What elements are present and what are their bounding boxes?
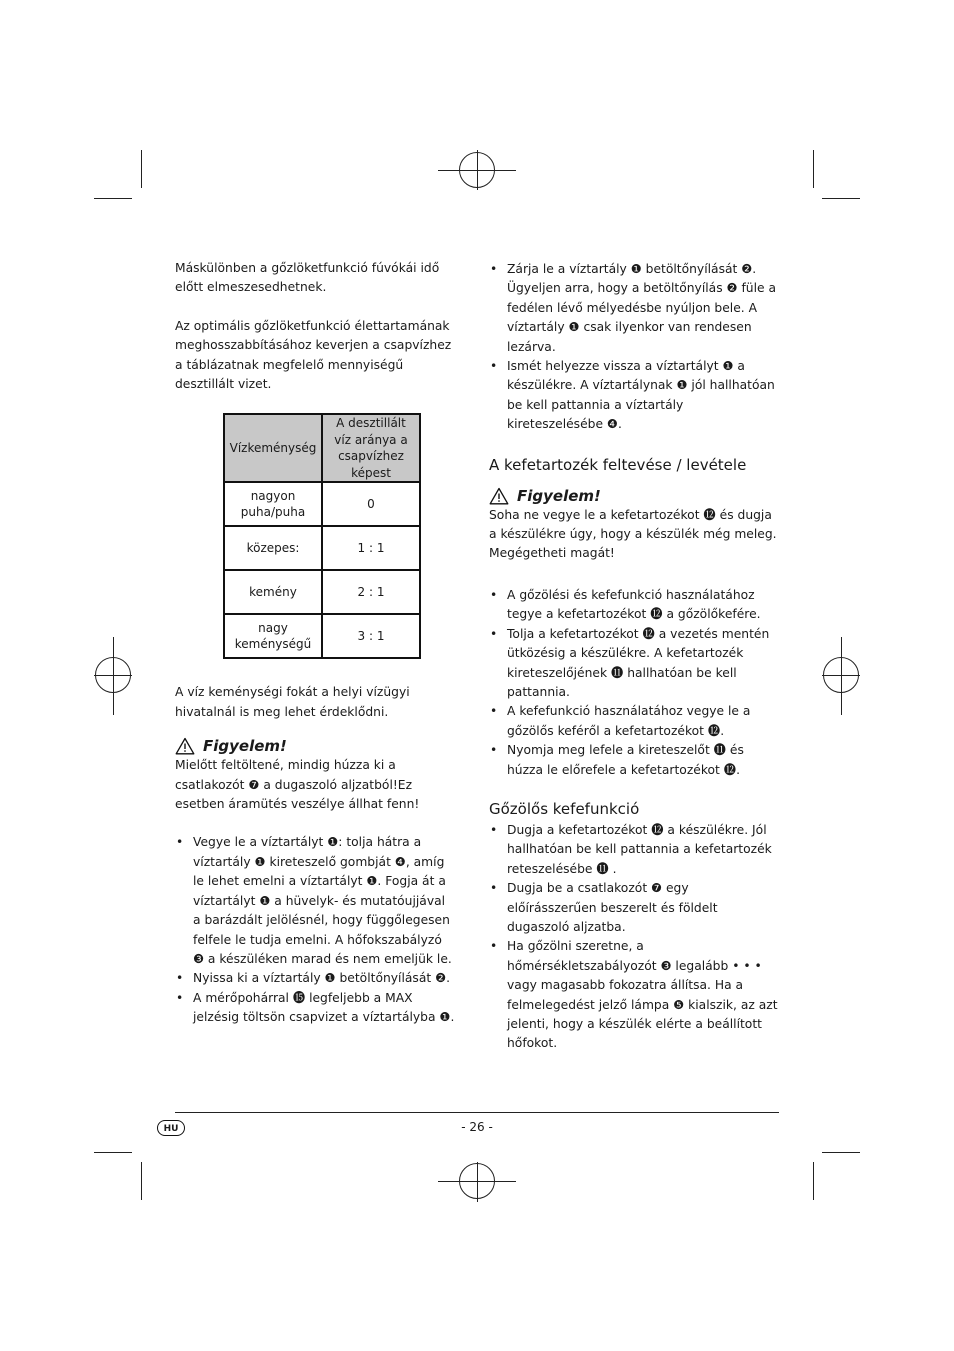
- list-item: • A mérőpohárral ⓯ legfeljebb a MAX jelzésig töltsön csapvizet a víztartályba ❶.: [175, 989, 455, 1028]
- table-cell-hardness: nagyon puha/puha: [224, 482, 322, 526]
- distilled-water-paragraph: Az optimális gőzlöketfunkció élettartamának meghosszabbításához keverjen a csapvízhez a táblázatnak megfelelő mennyiségű desztillált vizet.: [175, 318, 452, 392]
- warning-title: Figyelem!: [203, 737, 287, 756]
- close-tank-list: [489, 260, 781, 435]
- list-item: • Ismét helyezze vissza a víztartályt ❶ a készülékre. A víztartálynak ❶ jól hallhatóan be kell pattannia a víztartály kireteszelésébe ❹.: [489, 357, 781, 435]
- list-item: • A kefefunkció használatához vegye le a gőzölős keféről a kefetartozékot ⓬.: [489, 702, 781, 741]
- table-cell-ratio: 3 : 1: [322, 614, 420, 658]
- warning-heading: [489, 486, 781, 506]
- hardness-info-paragraph: A víz keménységi fokát a helyi vízügyi hivatalnál is meg lehet érdeklődni.: [175, 685, 410, 719]
- table-row: [224, 482, 420, 526]
- table-row: [224, 526, 420, 570]
- warning-text: Mielőtt feltöltené, mindig húzza ki a csatlakozót ❼ a dugaszoló aljzatból!Ez esetben áramütés veszélye állhat fenn!: [175, 758, 420, 812]
- list-item: • Ha gőzölni szeretne, a hőmérsékletszabályozót ❸ legalább • • • vagy magasabb fokozatra állítsa. Ha a felmelegedést jelző lámpa ❺ kialszik, az azt jelenti, hogy a készülék elérte a beállított hőfokot.: [489, 937, 781, 1053]
- table-cell-hardness: közepes:: [224, 526, 322, 570]
- water-hardness-table: [223, 413, 421, 659]
- table-header-ratio: A desztillált víz aránya a csapvízhez képest: [322, 414, 420, 482]
- list-item: • Dugja a kefetartozékot ⓬ a készülékre. Jól hallhatóan be kell pattannia a kefetartozék reteszelésébe ⓫ .: [489, 821, 781, 879]
- left-column: [175, 259, 455, 1028]
- list-item: • Vegye le a víztartályt ❶: tolja hátra a víztartály ❶ kireteszelő gombját ❹, amíg le lehet emelni a víztartályt ❶. Fogja át a víztartályt ❶ a hüvelyk- és mutatóujjával a barázdált jelölésnél, hogy függőlegesen felfele le tudja emelni. A hőfokszabályzó ❸ a készüléken marad és nem emeljük le.: [175, 833, 455, 969]
- list-item: • Tolja a kefetartozékot ⓬ a vezetés mentén ütközésig a készülékre. A kefetartozék kireteszelőjének ⓫ hallhatóan be kell pattannia.: [489, 625, 781, 703]
- footer-divider: [175, 1112, 779, 1113]
- warning-text: Soha ne vegye le a kefetartozékot ⓬ és dugja a készülékre úgy, hogy a készülék még meleg. Megégetheti magát!: [489, 507, 777, 561]
- list-item: • Nyissa ki a víztartály ❶ betöltőnyílását ❷.: [175, 969, 455, 988]
- table-cell-ratio: 2 : 1: [322, 570, 420, 614]
- warning-heading: [175, 736, 455, 756]
- table-cell-hardness: nagy keménységű: [224, 614, 322, 658]
- warning-triangle-icon: [175, 737, 195, 755]
- table-header-hardness: Vízkeménység: [224, 414, 322, 482]
- table-row: [224, 614, 420, 658]
- page-number: - 26 -: [461, 1120, 493, 1134]
- list-item: • Dugja be a csatlakozót ❼ egy előírásszerűen beszerelt és földelt dugaszoló aljzatba.: [489, 879, 781, 937]
- table-cell-ratio: 0: [322, 482, 420, 526]
- brush-attachment-heading: A kefetartozék feltevése / levétele: [489, 455, 747, 474]
- language-badge: HU: [157, 1120, 185, 1136]
- brush-steps-list: [489, 586, 781, 780]
- table-cell-hardness: kemény: [224, 570, 322, 614]
- table-row: [224, 570, 420, 614]
- list-item: • Zárja le a víztartály ❶ betöltőnyílását ❷. Ügyeljen arra, hogy a betöltőnyílás ❷ füle a fedélen lévő mélyedésbe nyúljon bele. A víztartály ❶ csak ilyenkor van rendesen lezárva.: [489, 260, 781, 357]
- steam-brush-list: [489, 821, 781, 1054]
- list-item: • Nyomja meg lefele a kireteszelőt ⓫ és húzza le előrefele a kefetartozékot ⓬.: [489, 741, 781, 780]
- list-item: • A gőzölési és kefefunkció használatához tegye a kefetartozékot ⓬ a gőzölőkefére.: [489, 586, 781, 625]
- warning-triangle-icon: [489, 487, 509, 505]
- warning-title: Figyelem!: [517, 486, 601, 505]
- right-column: [489, 260, 781, 1054]
- fill-steps-list: [175, 833, 455, 1027]
- intro-paragraph: Máskülönben a gőzlöketfunkció fúvókái idő előtt elmeszesedhetnek.: [175, 261, 440, 295]
- steam-brush-heading: Gőzölős kefefunkció: [489, 799, 640, 818]
- table-cell-ratio: 1 : 1: [322, 526, 420, 570]
